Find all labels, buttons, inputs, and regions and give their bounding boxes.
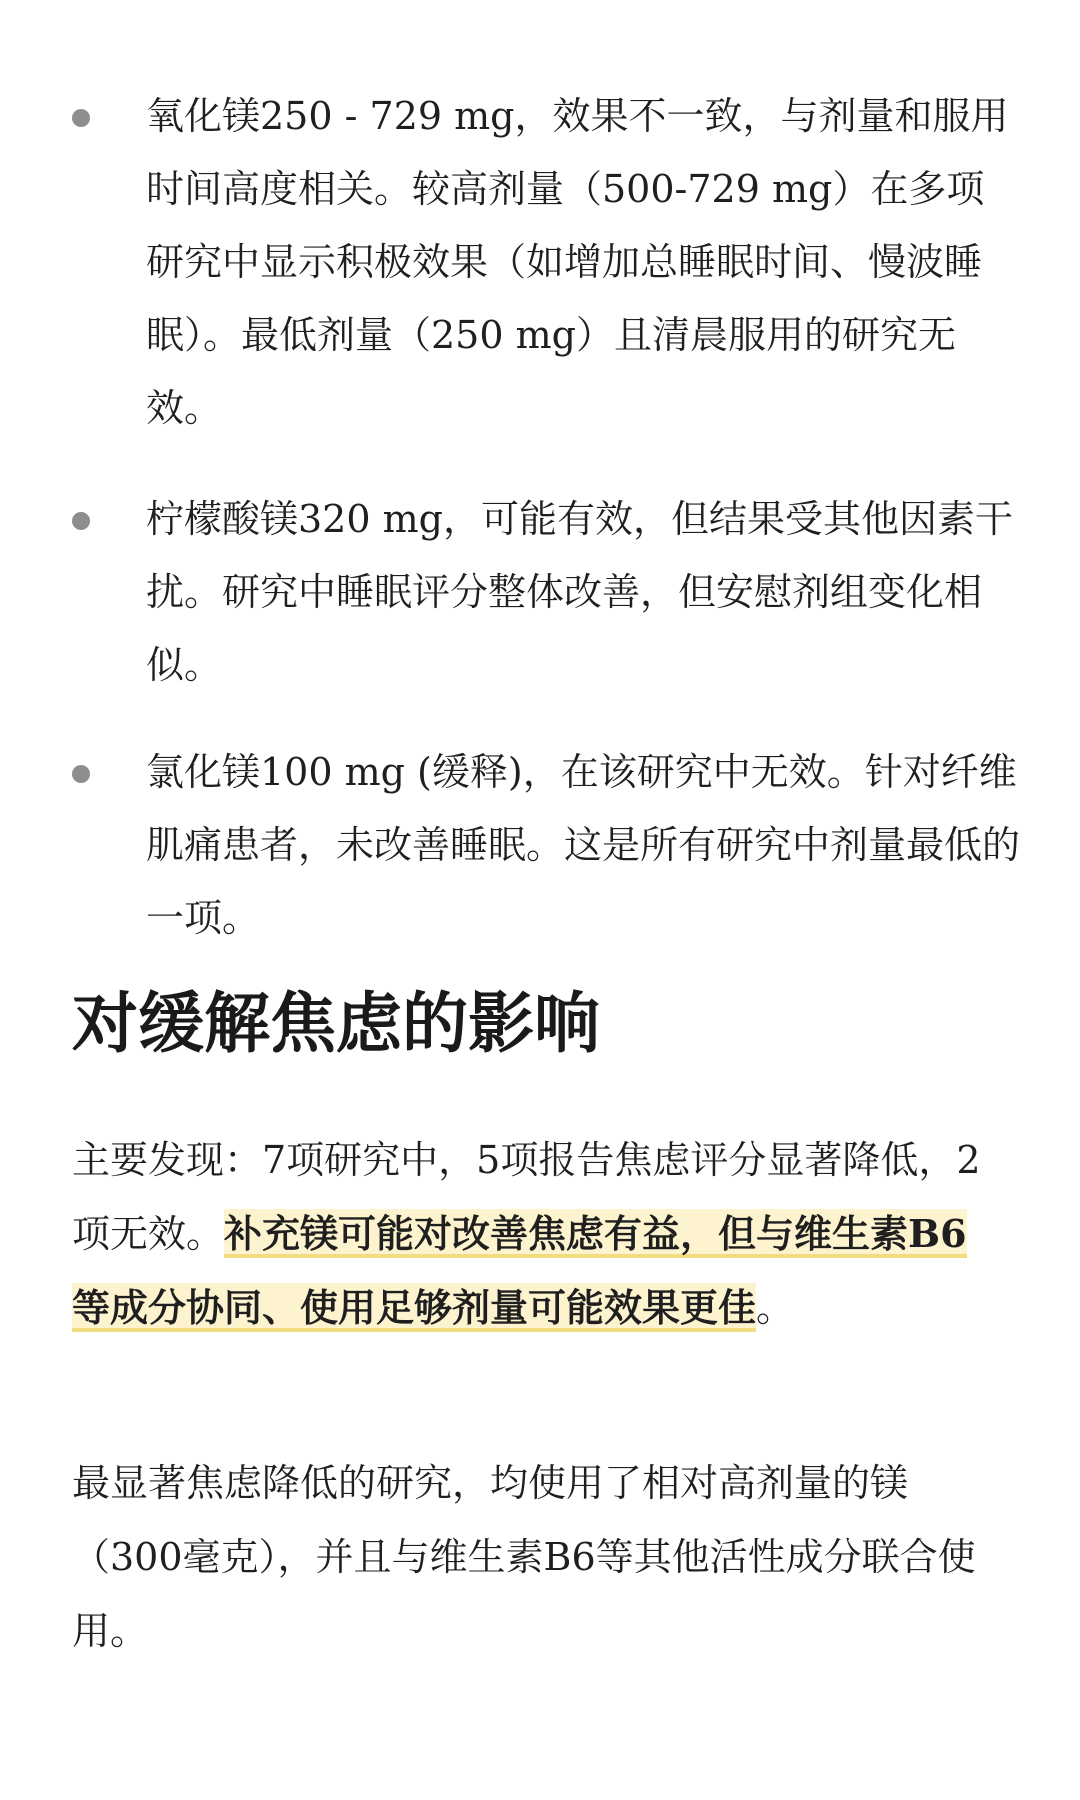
bullet-item-magnesium-oxide	[72, 80, 1022, 445]
findings-text: 主要发现：7项研究中，5项报告焦虑评分显著降低，2项无效。	[72, 1138, 981, 1256]
findings-period: 。	[756, 1286, 795, 1330]
bullet-dot-icon	[72, 765, 90, 783]
bullet-dot-icon	[72, 109, 90, 127]
section-title: 对缓解焦虑的影响	[72, 984, 600, 1062]
highlighted-conclusion: 补充镁可能对改善焦虑有益，但与维生素B6等成分协同、使用足够剂量可能效果更佳	[72, 1211, 967, 1330]
bullet-text: 氧化镁250 - 729 mg，效果不一致，与剂量和服用时间高度相关。较高剂量（500-729 mg）在多项研究中显示积极效果（如增加总睡眠时间、慢波睡眠）。最低剂量（250 mg）且清晨服用的研究无效。	[146, 94, 1009, 430]
findings-paragraph	[72, 1123, 992, 1345]
bullet-item-magnesium-chloride	[72, 736, 1022, 955]
bullet-text: 氯化镁100 mg (缓释)，在该研究中无效。针对纤维肌痛患者，未改善睡眠。这是所有研究中剂量最低的一项。	[146, 750, 1021, 940]
bullet-dot-icon	[72, 512, 90, 530]
dosage-note-paragraph: 最显著焦虑降低的研究，均使用了相对高剂量的镁（300毫克），并且与维生素B6等其他活性成分联合使用。	[72, 1461, 976, 1653]
bullet-item-magnesium-citrate	[72, 483, 1022, 702]
dosage-bullet-list	[72, 80, 1022, 993]
bullet-text: 柠檬酸镁320 mg，可能有效，但结果受其他因素干扰。研究中睡眠评分整体改善，但安慰剂组变化相似。	[146, 497, 1013, 687]
